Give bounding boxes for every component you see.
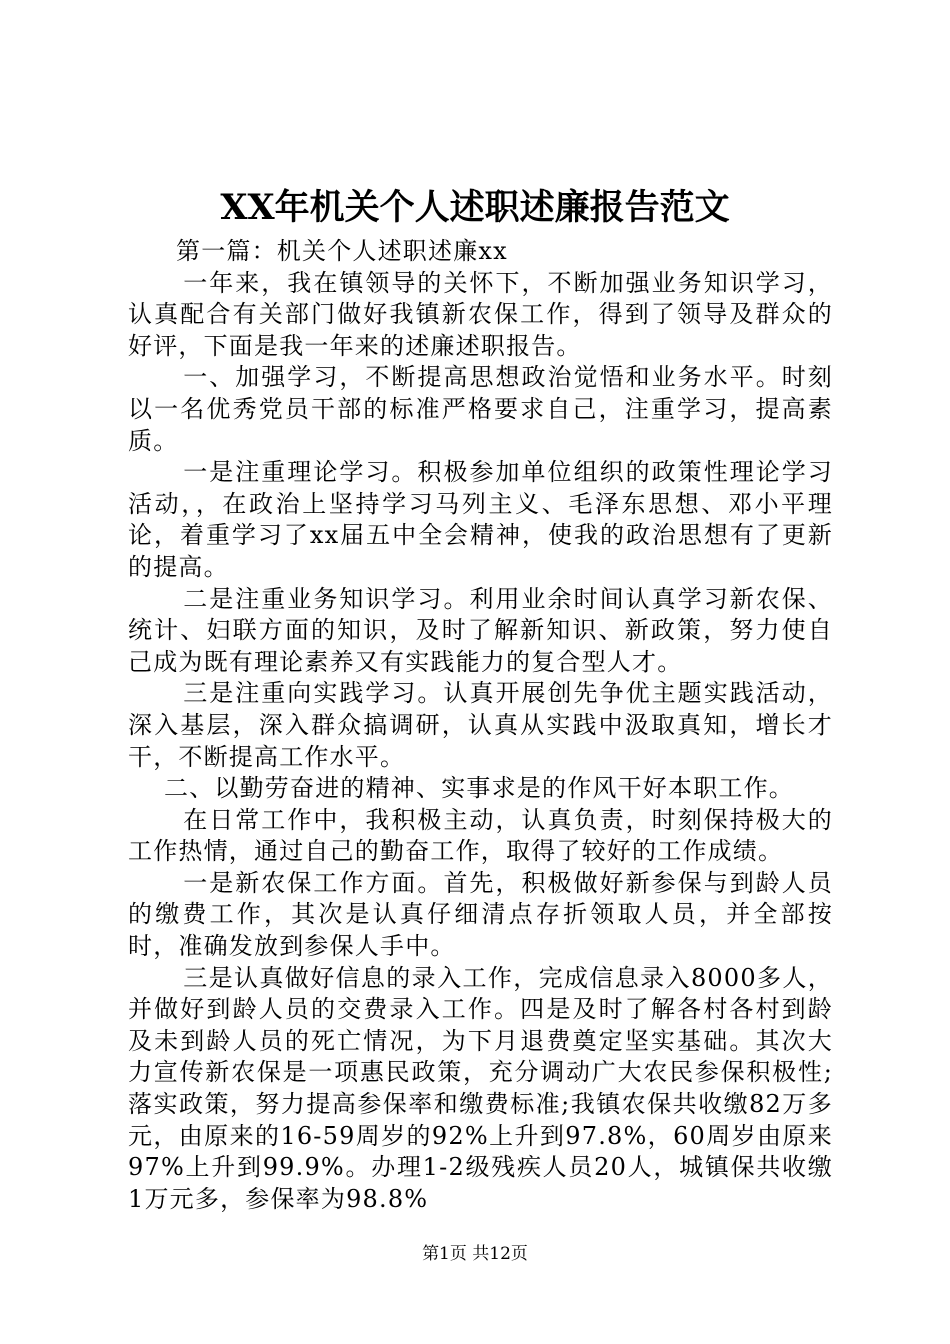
body-paragraph: 三是认真做好信息的录入工作，完成信息录入8000多人，并做好到龄人员的交费录入工作。四是及时了解各村各村到龄及未到龄人员的死亡情况，为下月退费奠定坚实基础。其次大力宣传新农保是一项惠民政策，充分调动广大农民参保积极性;落实政策，努力提高参保率和缴费标准;我镇农保共收缴82万多元，由原来的16-59周岁的92%上升到97.8%，60周岁由原来97%上升到99.9%。办理1-2级残疾人员20人，城镇保共收缴1万元多，参保率为98.8% — [128, 963, 833, 1213]
page-number-footer: 第1页 共12页 — [422, 1244, 528, 1264]
body-paragraph: 三是注重向实践学习。认真开展创先争优主题实践活动，深入基层，深入群众搞调研，认真从实践中汲取真知，增长才干，不断提高工作水平。 — [128, 679, 833, 771]
intro-paragraph: 一年来，我在镇领导的关怀下，不断加强业务知识学习，认真配合有关部门做好我镇新农保工作，得到了领导及群众的好评，下面是我一年来的述廉述职报告。 — [128, 268, 833, 360]
section-heading-1: 一、加强学习，不断提高思想政治觉悟和业务水平。时刻以一名优秀党员干部的标准严格要求自己，注重学习，提高素质。 — [128, 363, 833, 455]
document-title: XX年机关个人述职述廉报告范文 — [220, 187, 730, 228]
body-paragraph: 一是新农保工作方面。首先，积极做好新参保与到龄人员的缴费工作，其次是认真仔细清点存折领取人员，并全部按时，准确发放到参保人手中。 — [128, 868, 833, 961]
body-paragraph: 在日常工作中，我积极主动，认真负责，时刻保持极大的工作热情，通过自己的勤奋工作，取得了较好的工作成绩。 — [128, 805, 833, 866]
subtitle-paragraph: 第一篇：机关个人述职述廉xx — [176, 237, 508, 265]
body-paragraph: 一是注重理论学习。积极参加单位组织的政策性理论学习活动，，在政治上坚持学习马列主义、毛泽东思想、邓小平理论，着重学习了xx届五中全会精神，使我的政治思想有了更新的提高。 — [128, 458, 833, 581]
body-paragraph: 二是注重业务知识学习。利用业余时间认真学习新农保、统计、妇联方面的知识，及时了解新知识、新政策，努力使自己成为既有理论素养又有实践能力的复合型人才。 — [128, 584, 833, 676]
document-body — [128, 236, 833, 1215]
section-heading-2: 二、以勤劳奋进的精神、实事求是的作风干好本职工作。 — [164, 774, 794, 803]
